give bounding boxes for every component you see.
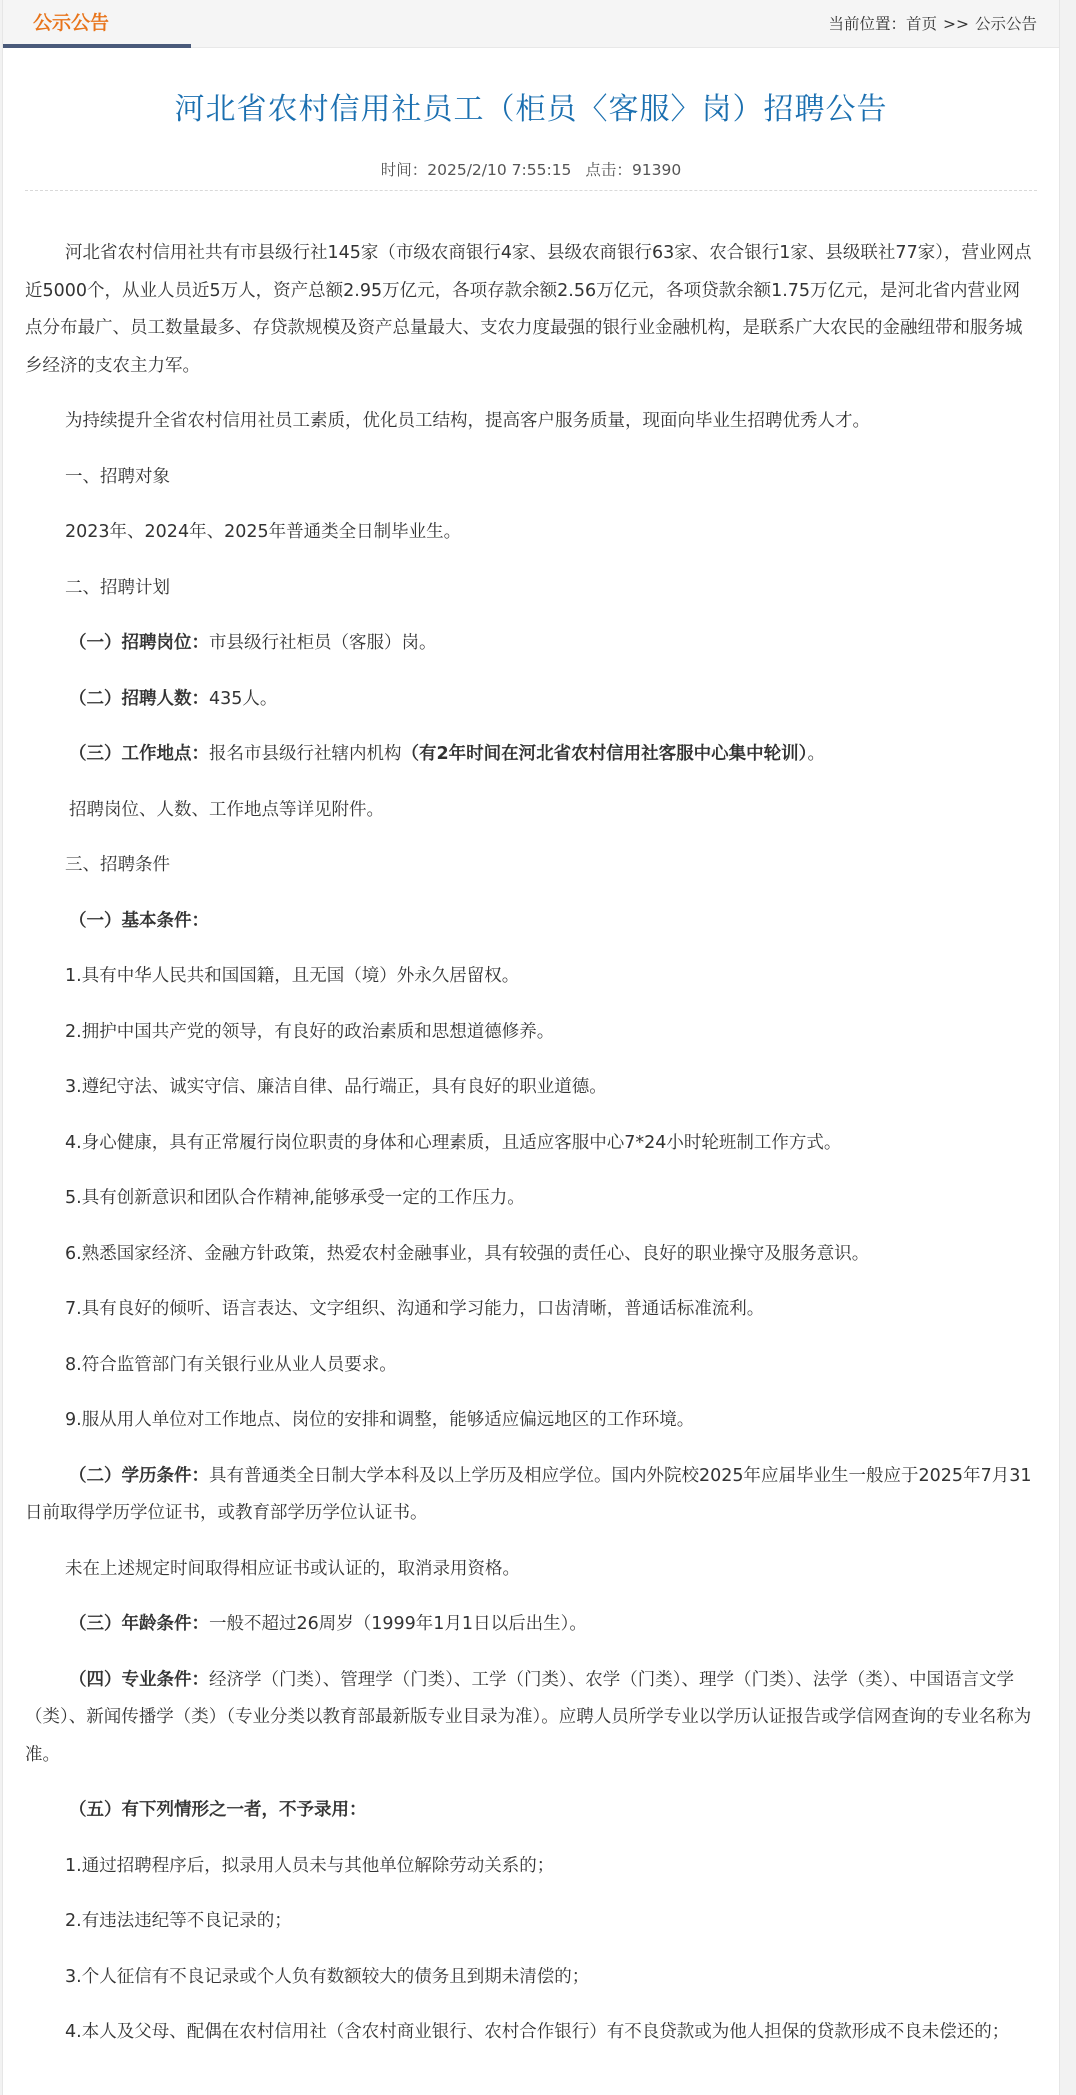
exclusion-label: （五）有下列情形之一者，不予录用： — [69, 1800, 367, 1820]
breadcrumb — [828, 0, 1037, 48]
age-condition-label: （三）年龄条件： — [69, 1614, 209, 1634]
page — [2, 0, 1060, 2095]
age-condition-text: 一般不超过26周岁（1999年1月1日以后出生）。 — [209, 1614, 587, 1634]
plan-location-paragraph — [25, 736, 1037, 774]
section-heading-recruit-conditions: 三、招聘条件 — [65, 855, 170, 875]
breadcrumb-separator: >> — [943, 15, 969, 33]
click-count-label: 点击： — [585, 161, 632, 179]
education-condition-paragraph — [25, 1458, 1037, 1533]
plan-location-training-note: （有2年时间在河北省农村信用社客服中心集中轮训） — [401, 744, 808, 764]
major-condition-paragraph — [25, 1662, 1037, 1775]
publish-time-value: 2025/2/10 7:55:15 — [427, 161, 572, 179]
education-condition-label: （二）学历条件： — [69, 1465, 209, 1486]
intro-paragraph: 河北省农村信用社共有市县级行社145家（市级农商银行4家、县级农商银行63家、农合银行1家、县级联社77家），营业网点近5000个，从业人员近5万人，资产总额2.95万亿元，各项存款余额2.56万亿元，各项贷款余额1.75万亿元，是河北省内营业网点分布最广、员工数量最多、存贷款规模及资产总量最大、支农力度最强的银行业金融机构，是联系广大农民的金融纽带和服务城乡经济的支农主力军。 — [25, 243, 1032, 376]
plan-attachment-note: 招聘岗位、人数、工作地点等详见附件。 — [69, 799, 384, 820]
plan-position-label: （一）招聘岗位： — [69, 633, 209, 653]
plan-count-text: 435人。 — [209, 688, 278, 709]
breadcrumb-prefix: 当前位置： — [828, 15, 906, 33]
major-condition-text: 经济学（门类）、管理学（门类）、工学（门类）、农学（门类）、理学（门类）、法学（类）、中国语言文学（类）、新闻传播学（类）（专业分类以教育部最新版专业目录为准）。应聘人员所学专业以学历认证报告或学信网查询的专业名称为准。 — [25, 1669, 1032, 1765]
basic-condition-item: 5.具有创新意识和团队合作精神,能够承受一定的工作压力。 — [65, 1188, 525, 1208]
breadcrumb-home-link[interactable]: 首页 — [905, 15, 937, 33]
recruit-target-text: 2023年、2024年、2025年普通类全日制毕业生。 — [65, 522, 462, 542]
plan-position-paragraph — [25, 625, 1037, 663]
major-condition-label: （四）专业条件： — [69, 1669, 209, 1690]
basic-condition-item: 2.拥护中国共产党的领导，有良好的政治素质和思想道德修养。 — [65, 1021, 555, 1042]
plan-location-end: 。 — [807, 744, 825, 764]
basic-condition-item: 3.遵纪守法、诚实守信、廉洁自律、品行端正，具有良好的职业道德。 — [65, 1077, 607, 1097]
article-body — [3, 191, 1059, 2052]
exclusion-item: 1.通过招聘程序后，拟录用人员未与其他单位解除劳动关系的； — [65, 1855, 555, 1876]
basic-condition-item: 4.身心健康，具有正常履行岗位职责的身体和心理素质，且适应客服中心7*24小时轮班制工作方式。 — [65, 1132, 842, 1153]
purpose-paragraph: 为持续提升全省农村信用社员工素质，优化员工结构，提高客户服务质量，现面向毕业生招聘优秀人才。 — [65, 411, 870, 431]
plan-location-label: （三）工作地点： — [69, 744, 209, 764]
click-count-value: 91390 — [631, 161, 682, 179]
exclusion-item: 2.有违法违纪等不良记录的； — [65, 1911, 292, 1931]
education-condition-text: 具有普通类全日制大学本科及以上学历及相应学位。国内外院校2025年应届毕业生一般应于2025年7月31日前取得学历学位证书，或教育部学历学位认证书。 — [25, 1465, 1032, 1523]
plan-position-text: 市县级行社柜员（客服）岗。 — [209, 633, 437, 653]
basic-condition-item: 6.熟悉国家经济、金融方针政策，热爱农村金融事业，具有较强的责任心、良好的职业操守及服务意识。 — [65, 1243, 870, 1264]
article-title: 河北省农村信用社员工（柜员〈客服〉岗）招聘公告 — [174, 92, 888, 127]
basic-conditions-label: （一）基本条件： — [69, 910, 209, 931]
basic-condition-item: 1.具有中华人民共和国国籍，且无国（境）外永久居留权。 — [65, 966, 520, 986]
top-bar — [3, 0, 1059, 48]
section-heading-recruit-target: 一、招聘对象 — [65, 466, 170, 487]
basic-condition-item: 9.服从用人单位对工作地点、岗位的安排和调整，能够适应偏远地区的工作环境。 — [65, 1410, 695, 1430]
exclusion-item: 3.个人征信有不良记录或个人负有数额较大的债务且到期未清偿的； — [65, 1966, 590, 1987]
basic-condition-item: 7.具有良好的倾听、语言表达、文字组织、沟通和学习能力，口齿清晰，普通话标准流利。 — [65, 1299, 765, 1319]
publish-time-label: 时间： — [380, 161, 428, 179]
plan-count-paragraph — [25, 681, 1037, 719]
section-heading-recruit-plan: 二、招聘计划 — [65, 577, 170, 598]
plan-location-text: 报名市县级行社辖内机构 — [209, 744, 402, 764]
section-tab-announcements[interactable]: 公示公告 — [3, 0, 191, 48]
exclusion-item: 4.本人及父母、配偶在农村信用社（含农村商业银行、农村合作银行）有不良贷款或为他人担保的贷款形成不良未偿还的； — [65, 2022, 1010, 2042]
basic-condition-item: 8.符合监管部门有关银行业从业人员要求。 — [65, 1354, 397, 1375]
article-meta — [25, 158, 1037, 191]
exclusion-heading — [25, 1792, 1037, 1830]
age-condition-paragraph — [25, 1606, 1037, 1644]
plan-count-label: （二）招聘人数： — [69, 688, 209, 709]
breadcrumb-current-link[interactable]: 公示公告 — [974, 15, 1037, 33]
basic-conditions-heading — [25, 903, 1037, 941]
education-condition-note: 未在上述规定时间取得相应证书或认证的，取消录用资格。 — [65, 1558, 520, 1579]
